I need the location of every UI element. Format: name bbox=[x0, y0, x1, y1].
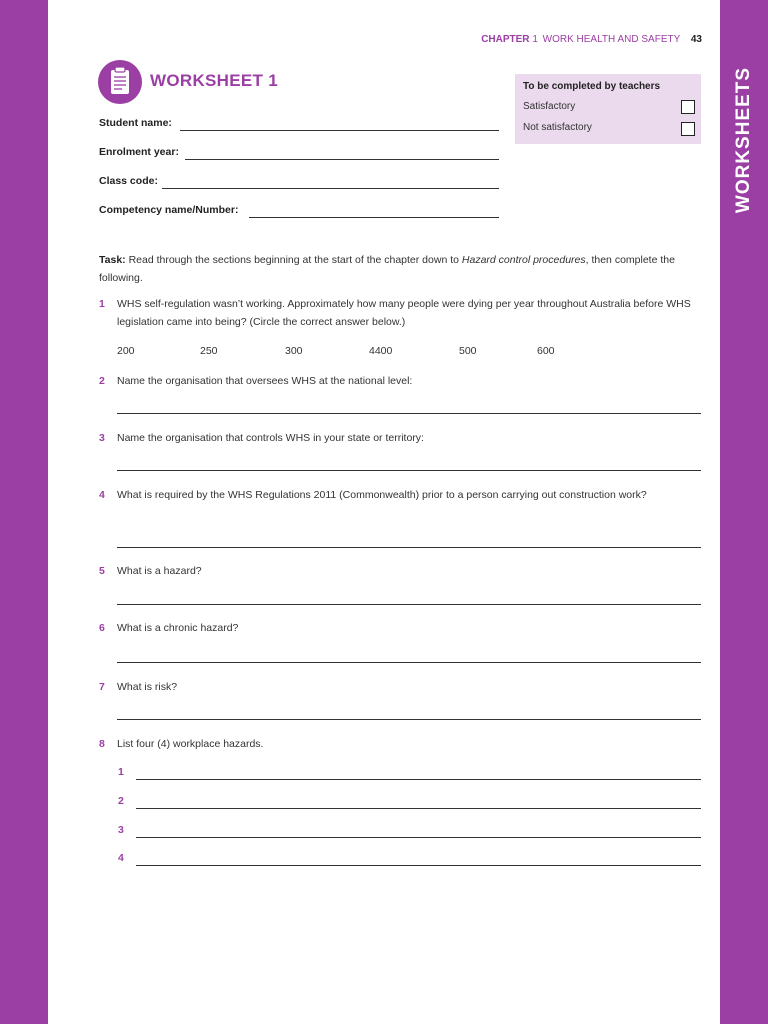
satisfactory-checkbox[interactable] bbox=[681, 100, 695, 114]
student-name-line[interactable] bbox=[180, 130, 499, 131]
question-number: 2 bbox=[99, 375, 105, 387]
class-code-label: Class code: bbox=[99, 175, 158, 187]
answer-option[interactable]: 500 bbox=[459, 345, 477, 357]
question-text: What is a hazard? bbox=[117, 565, 202, 577]
left-margin-bar bbox=[0, 0, 48, 1024]
task-text-after: , then complete the following. bbox=[99, 254, 675, 284]
enrolment-year-line[interactable] bbox=[185, 159, 499, 160]
answer-line[interactable] bbox=[117, 719, 701, 720]
answer-line[interactable] bbox=[117, 413, 701, 414]
clipboard-icon bbox=[98, 60, 142, 104]
task-instructions bbox=[99, 251, 699, 287]
question-text: Name the organisation that controls WHS in your state or territory: bbox=[117, 432, 424, 444]
hazard-item-number: 4 bbox=[118, 852, 124, 864]
question-text: What is required by the WHS Regulations 2011 (Commonwealth) prior to a person carrying out construction work? bbox=[117, 489, 647, 501]
answer-option[interactable]: 300 bbox=[285, 345, 303, 357]
question-text: What is risk? bbox=[117, 681, 178, 693]
enrolment-year-label: Enrolment year: bbox=[99, 146, 179, 158]
task-text-before: Read through the sections beginning at the start of the chapter down to bbox=[125, 254, 462, 266]
competency-line[interactable] bbox=[249, 217, 499, 218]
hazard-answer-line[interactable] bbox=[136, 808, 701, 809]
page-number: 43 bbox=[690, 34, 702, 45]
question-number: 3 bbox=[99, 432, 105, 444]
hazard-item-number: 2 bbox=[118, 795, 124, 807]
side-tab-label: WORKSHEETS bbox=[733, 66, 754, 214]
question-number: 7 bbox=[99, 681, 105, 693]
answer-line[interactable] bbox=[117, 604, 701, 605]
teacher-box-title: To be completed by teachers bbox=[523, 81, 661, 92]
not-satisfactory-checkbox[interactable] bbox=[681, 122, 695, 136]
question-number: 1 bbox=[99, 298, 105, 310]
student-name-label: Student name: bbox=[99, 117, 172, 129]
answer-option[interactable]: 4400 bbox=[369, 345, 393, 357]
hazard-item-number: 1 bbox=[118, 766, 124, 778]
question-text: What is a chronic hazard? bbox=[117, 622, 239, 634]
task-label: Task: bbox=[99, 254, 126, 266]
competency-label: Competency name/Number: bbox=[99, 204, 239, 216]
hazard-answer-line[interactable] bbox=[136, 779, 701, 780]
question-text: Name the organisation that oversees WHS at the national level: bbox=[117, 375, 413, 387]
chapter-topic: WORK HEALTH AND SAFETY bbox=[542, 34, 681, 45]
hazard-answer-line[interactable] bbox=[136, 865, 701, 866]
hazard-answer-line[interactable] bbox=[136, 837, 701, 838]
answer-option[interactable]: 600 bbox=[537, 345, 555, 357]
question-text: List four (4) workplace hazards. bbox=[117, 738, 264, 750]
class-code-line[interactable] bbox=[162, 188, 499, 189]
chapter-number: 1 bbox=[532, 34, 538, 45]
teacher-assessment-box bbox=[515, 74, 701, 144]
answer-line[interactable] bbox=[117, 662, 701, 663]
chapter-label: CHAPTER bbox=[481, 34, 530, 45]
answer-option[interactable]: 200 bbox=[117, 345, 135, 357]
task-emphasis: Hazard control procedures bbox=[461, 254, 586, 266]
worksheet-title: WORKSHEET 1 bbox=[150, 71, 278, 90]
running-head bbox=[481, 34, 702, 45]
question-number: 4 bbox=[99, 489, 105, 501]
question-number: 6 bbox=[99, 622, 105, 634]
question-number: 5 bbox=[99, 565, 105, 577]
question-text: WHS self-regulation wasn’t working. Approximately how many people were dying per year throughout Australia before WHS legislation came into being? (Circle the correct answer below.) bbox=[117, 298, 691, 328]
answer-line[interactable] bbox=[117, 547, 701, 548]
satisfactory-label: Satisfactory bbox=[523, 101, 576, 112]
answer-line[interactable] bbox=[117, 470, 701, 471]
not-satisfactory-label: Not satisfactory bbox=[523, 122, 592, 133]
hazard-item-number: 3 bbox=[118, 824, 124, 836]
answer-option[interactable]: 250 bbox=[200, 345, 218, 357]
question-number: 8 bbox=[99, 738, 105, 750]
worksheets-side-tab bbox=[720, 0, 768, 1024]
